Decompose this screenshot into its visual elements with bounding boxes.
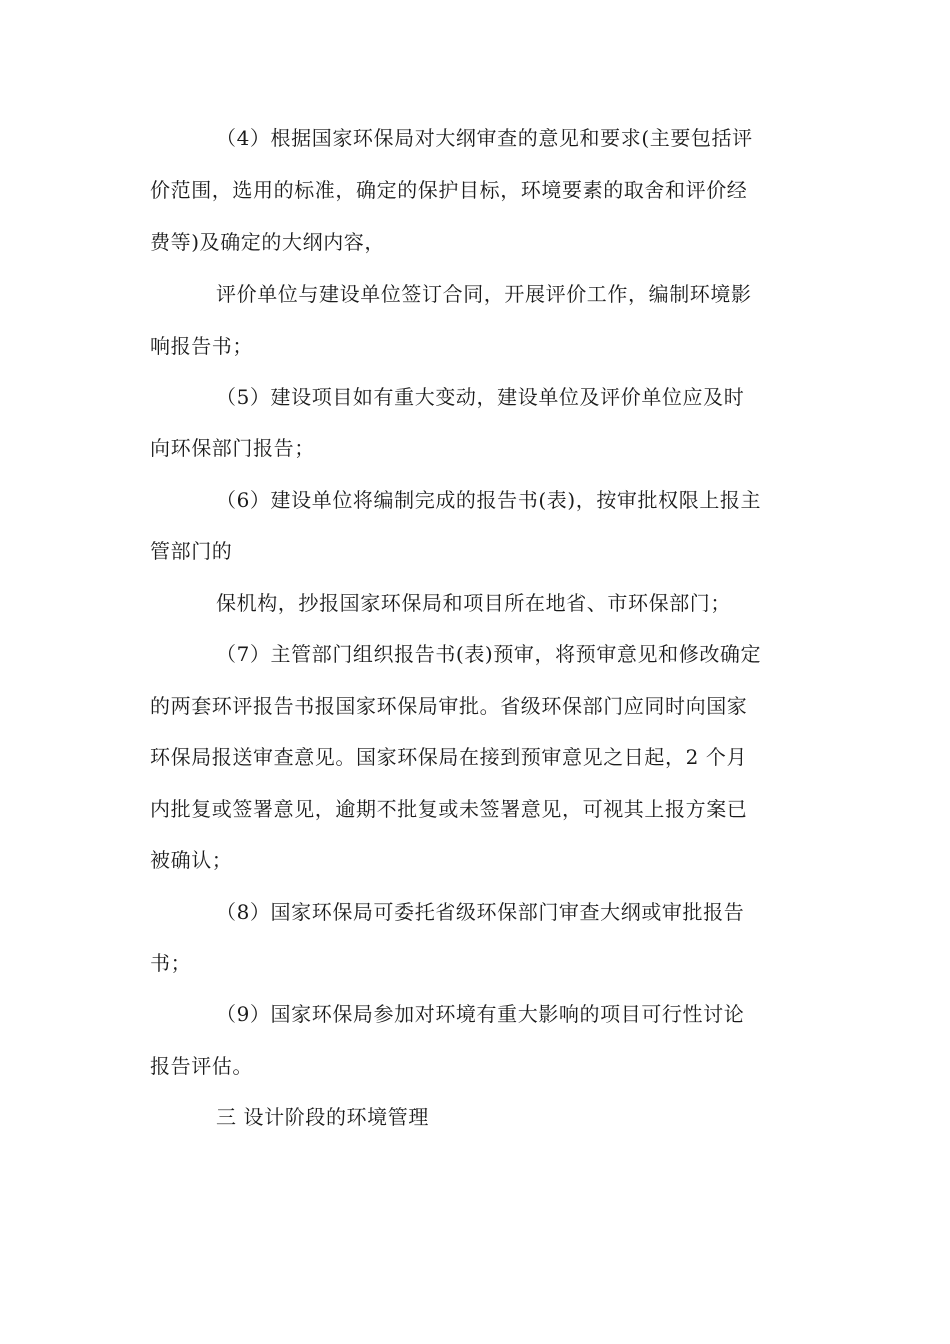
paragraph-9-line-2: 报告评估。 bbox=[150, 1054, 253, 1078]
paragraph-8-line-1: （8）国家环保局可委托省级环保部门审查大纲或审批报告 bbox=[216, 900, 745, 924]
paragraph-7-line-5: 被确认； bbox=[150, 848, 233, 872]
paragraph-7-line-1: （7）主管部门组织报告书(表)预审，将预审意见和修改确定 bbox=[216, 642, 762, 666]
paragraph-4-line-2: 价范围，选用的标准，确定的保护目标，环境要素的取舍和评价经 bbox=[150, 178, 748, 202]
paragraph-7-line-4: 内批复或签署意见，逾期不批复或未签署意见，可视其上报方案已 bbox=[150, 797, 748, 821]
paragraph-9-line-1: （9）国家环保局参加对环境有重大影响的项目可行性讨论 bbox=[216, 1002, 745, 1026]
section-heading: 三 设计阶段的环境管理 bbox=[216, 1105, 429, 1129]
paragraph-contract-line-1: 评价单位与建设单位签订合同，开展评价工作，编制环境影 bbox=[216, 282, 752, 306]
paragraph-6-continuation: 保机构，抄报国家环保局和项目所在地省、市环保部门； bbox=[216, 591, 731, 615]
paragraph-6-line-1: （6）建设单位将编制完成的报告书(表)，按审批权限上报主 bbox=[216, 488, 762, 512]
paragraph-8-line-2: 书； bbox=[150, 951, 192, 975]
paragraph-5-line-1: （5）建设项目如有重大变动，建设单位及评价单位应及时 bbox=[216, 385, 745, 409]
paragraph-5-line-2: 向环保部门报告； bbox=[150, 436, 315, 460]
paragraph-4-line-3: 费等)及确定的大纲内容， bbox=[150, 230, 386, 254]
paragraph-7-line-3: 环保局报送审查意见。国家环保局在接到预审意见之日起，2 个月 bbox=[150, 745, 748, 769]
paragraph-7-line-2: 的两套环评报告书报国家环保局审批。省级环保部门应同时向国家 bbox=[150, 694, 748, 718]
paragraph-contract-line-2: 响报告书； bbox=[150, 334, 253, 358]
paragraph-6-line-2: 管部门的 bbox=[150, 539, 233, 563]
paragraph-4-line-1: （4）根据国家环保局对大纲审查的意见和要求(主要包括评 bbox=[216, 126, 753, 150]
